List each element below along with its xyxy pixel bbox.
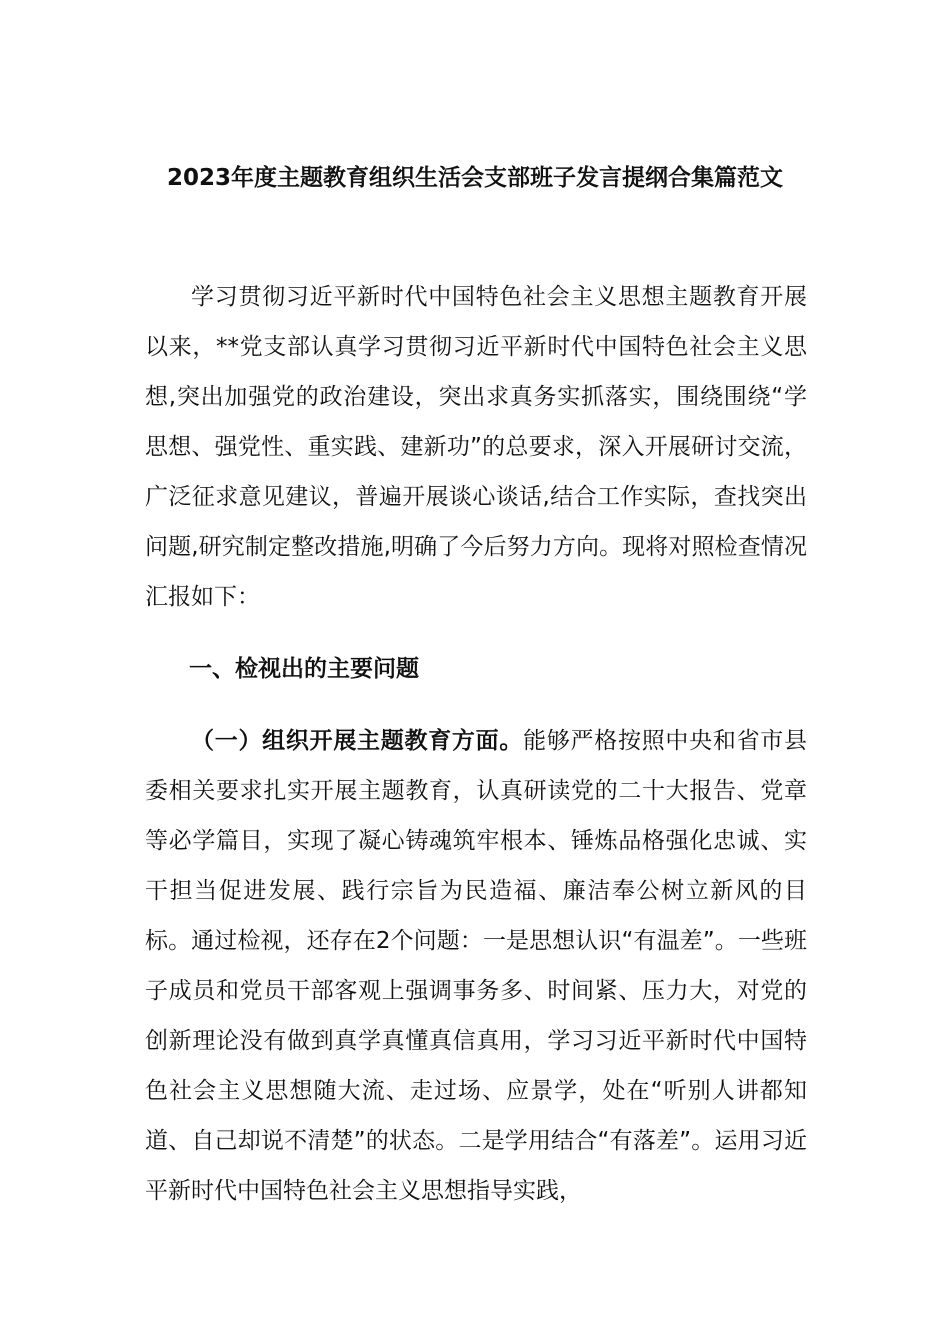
- section-1-item-1-paragraph: [145, 716, 807, 1216]
- item-body-text: 能够严格按照中央和省市县委相关要求扎实开展主题教育，认真研读党的二十大报告、党章等必学篇目，实现了凝心铸魂筑牢根本、锤炼品格强化忠诚、实干担当促进发展、践行宗旨为民造福、廉洁奉公树立新风的目标。通过检视，还存在2个问题：一是思想认识“有温差”。一些班子成员和党员干部客观上强调事务多、时间紧、压力大，对党的创新理论没有做到真学真懂真信真用，学习习近平新时代中国特色社会主义思想随大流、走过场、应景学，处在“听别人讲都知道、自己却说不清楚”的状态。二是学用结合“有落差”。运用习近平新时代中国特色社会主义思想指导实践，: [145, 728, 808, 1204]
- section-heading-1: 一、检视出的主要问题: [189, 656, 419, 682]
- document-title: 2023年度主题教育组织生活会支部班子发言提纲合集篇范文: [166, 165, 783, 191]
- intro-paragraph: 学习贯彻习近平新时代中国特色社会主义思想主题教育开展以来，**党支部认真学习贯彻习近平新时代中国特色社会主义思想,突出加强党的政治建设，突出求真务实抓落实，围绕围绕“学思想、强党性、重实践、建新功”的总要求，深入开展研讨交流，广泛征求意见建议，普遍开展谈心谈话,结合工作实际，查找突出问题,研究制定整改措施,明确了今后努力方向。现将对照检查情况汇报如下：: [145, 284, 807, 610]
- item-lead-text: （一）组织开展主题教育方面。: [191, 728, 524, 754]
